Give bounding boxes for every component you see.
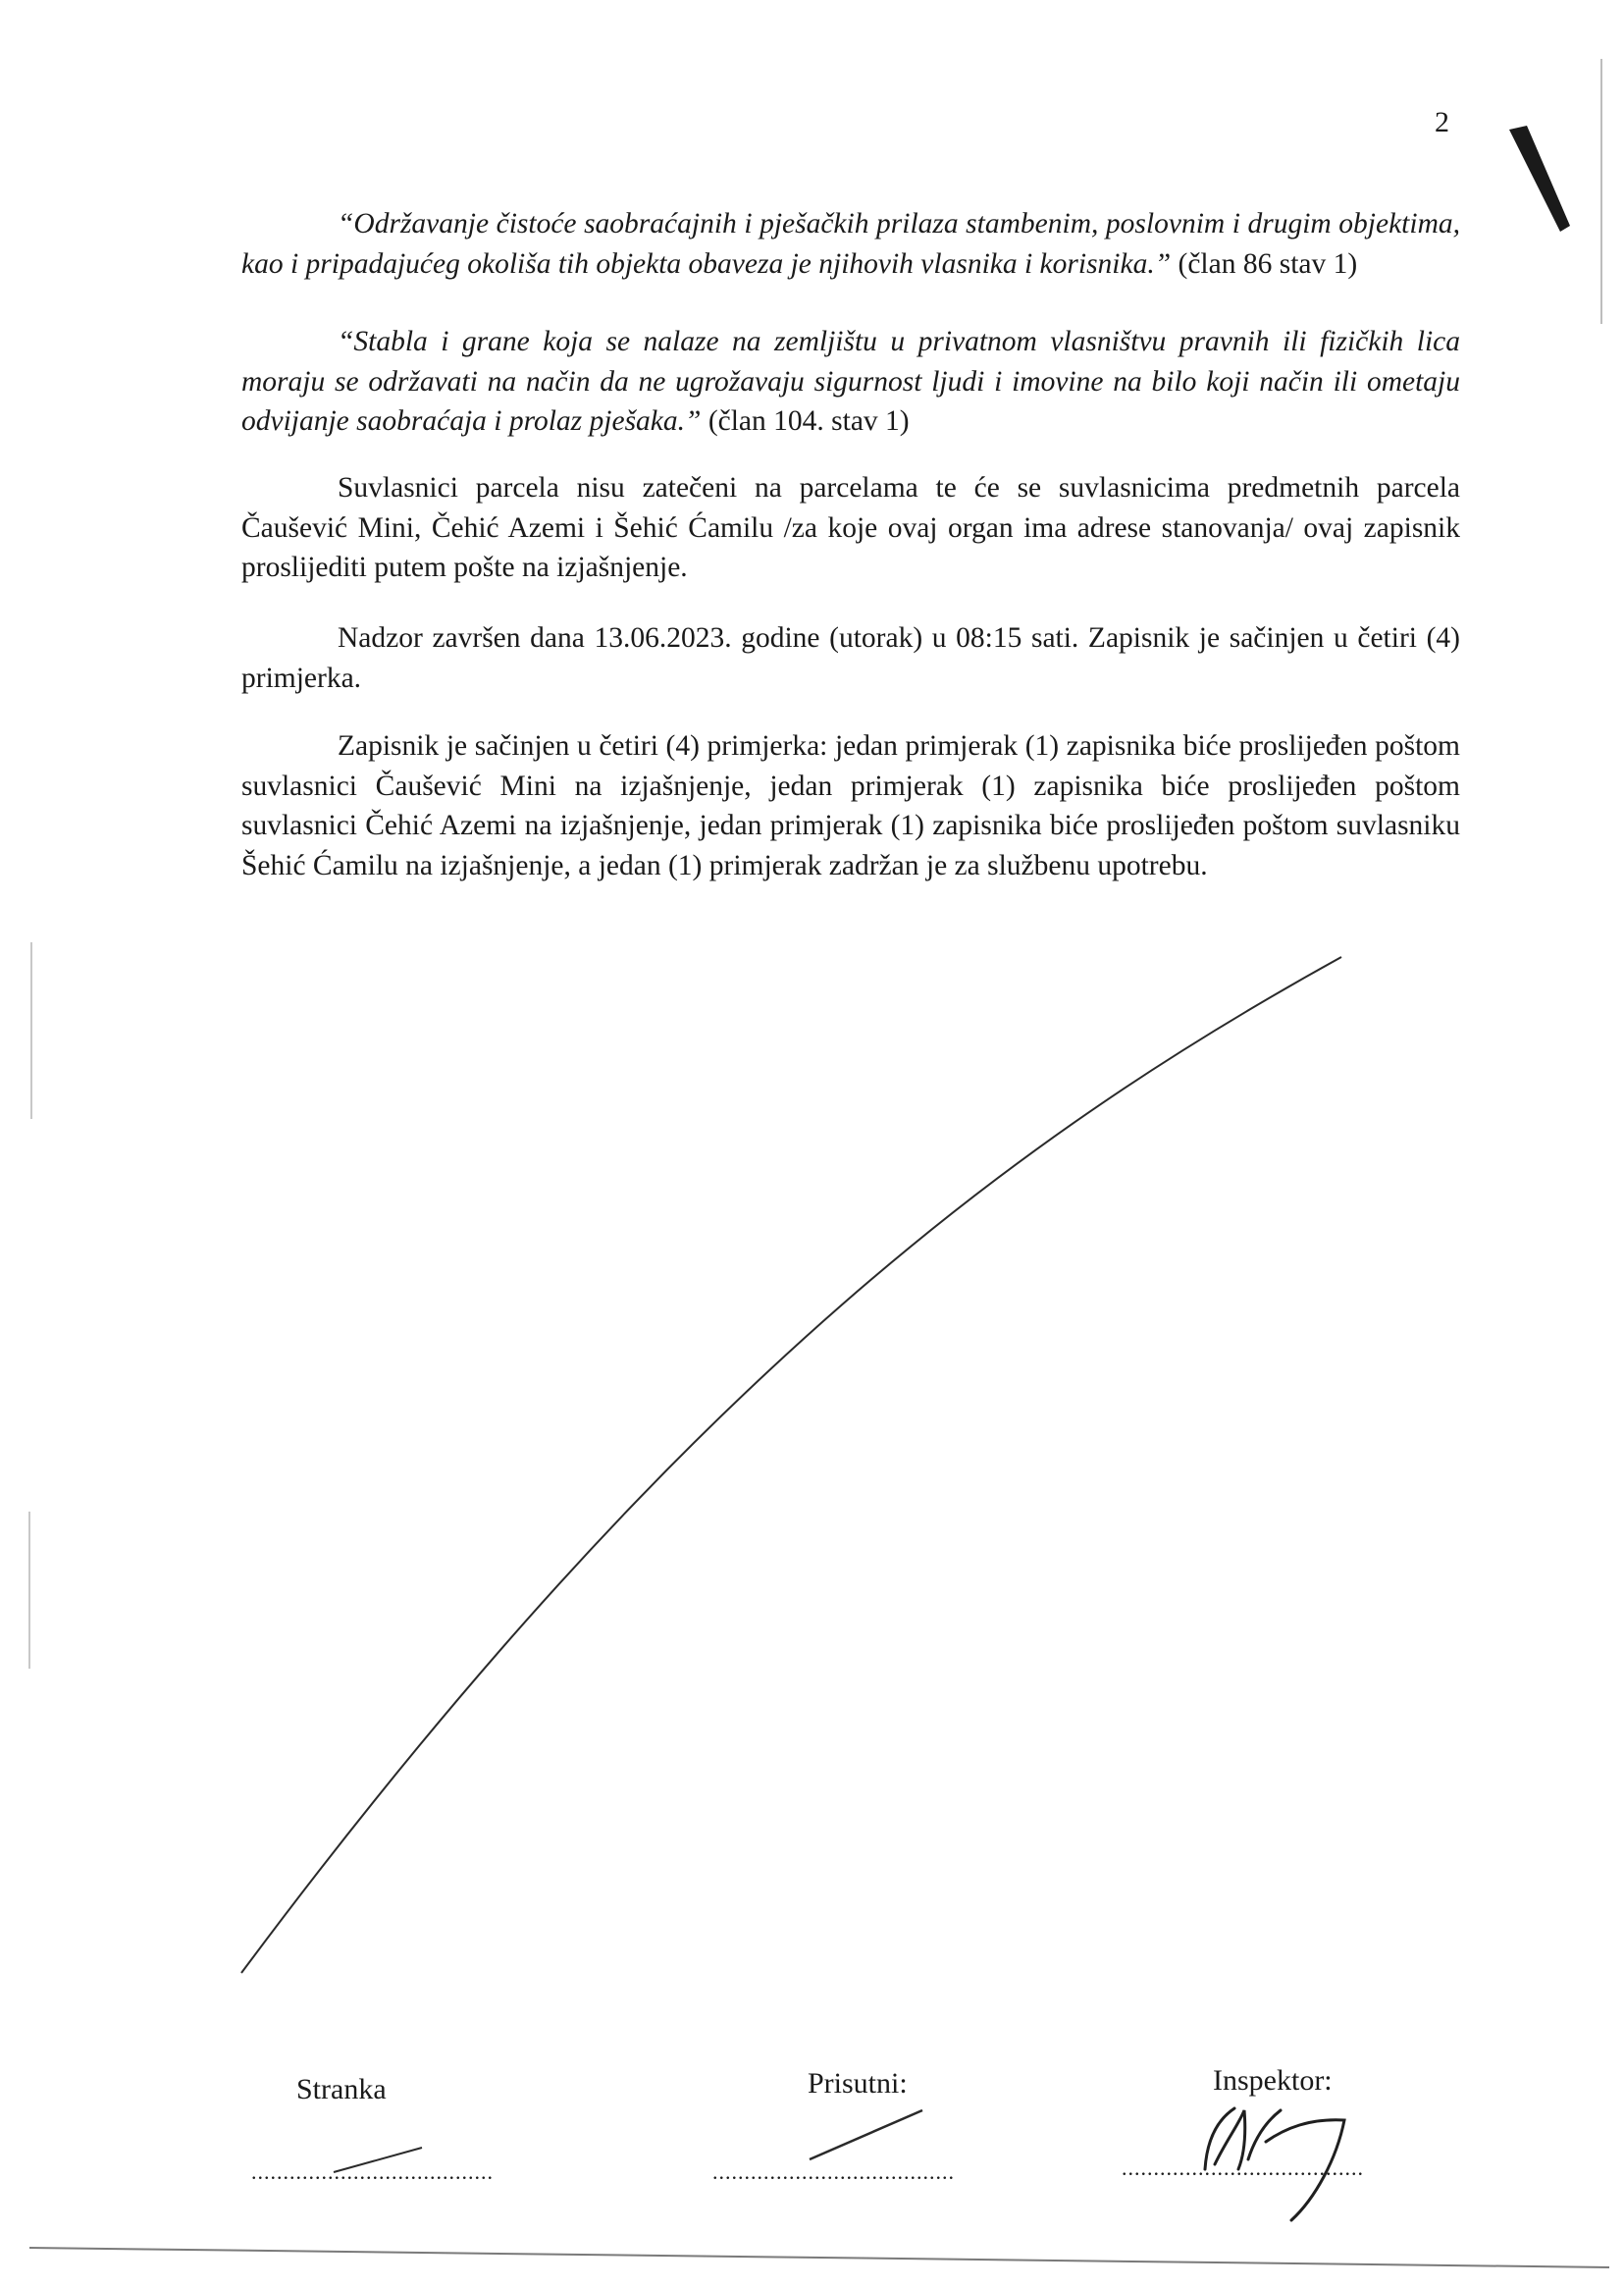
quote-reference: (član 86 stav 1) bbox=[1171, 247, 1358, 280]
stranka-label: Stranka bbox=[296, 2073, 387, 2105]
inspektor-signature-line: ...................................... bbox=[1122, 2155, 1364, 2180]
prisutni-signature-line: ...................................... bbox=[712, 2159, 955, 2184]
scan-bottom-line bbox=[29, 2248, 1609, 2267]
paragraph-text: Zapisnik je sačinjen u četiri (4) primjerka: jedan primjerak (1) zapisnika biće proslijeđen poštom suvlasnici Čaušević Mini na izjašnjenje, jedan primjerak (1) zapisnika biće proslijeđen poštom suvlasnici Čehić Azemi na izjašnjenje, jedan primjerak (1) zapisnika biće proslijeđen poštom suvlasniku Šehić Ćamilu na izjašnjenje, a jedan (1) primjerak zadržan je za službenu upotrebu. bbox=[241, 730, 1460, 881]
diagonal-strike-line bbox=[241, 957, 1341, 1973]
paragraph-text: Nadzor završen dana 13.06.2023. godine (utorak) u 08:15 sati. Zapisnik je sačinjen u četiri (4) primjerka. bbox=[241, 622, 1460, 694]
prisutni-signature-stroke bbox=[810, 2110, 922, 2159]
scan-mark-icon bbox=[1509, 126, 1570, 232]
stranka-signature-line: ...................................... bbox=[251, 2159, 494, 2184]
inspektor-label: Inspektor: bbox=[1213, 2064, 1333, 2097]
paragraph-text: Suvlasnici parcela nisu zatečeni na parcelama te će se suvlasnicima predmetnih parcela Čaušević Mini, Čehić Azemi i Šehić Ćamilu /za koje ovaj organ ima adrese stanovanja/ ovaj zapisnik proslijediti putem pošte na izjašnjenje. bbox=[241, 472, 1460, 583]
quote-reference: (član 104. stav 1) bbox=[701, 405, 910, 437]
quote-text: “Stabla i grane koja se nalaze na zemljištu u privatnom vlasništvu pravnih ili fizičkih lica moraju se održavati na način da ne ugrožavaju sigurnost ljudi i imovine na bilo koji način ili ometaju odvijanje saobraćaja i prolaz pješaka.” bbox=[241, 326, 1460, 437]
quote-text: “Održavanje čistoće saobraćajnih i pješačkih prilaza stambenim, poslovnim i drugim objektima, kao i pripadajućeg okoliša tih objekta obaveza je njihovih vlasnika i korisnika.” bbox=[241, 208, 1460, 280]
prisutni-label: Prisutni: bbox=[808, 2067, 908, 2100]
page-number: 2 bbox=[1435, 106, 1449, 138]
